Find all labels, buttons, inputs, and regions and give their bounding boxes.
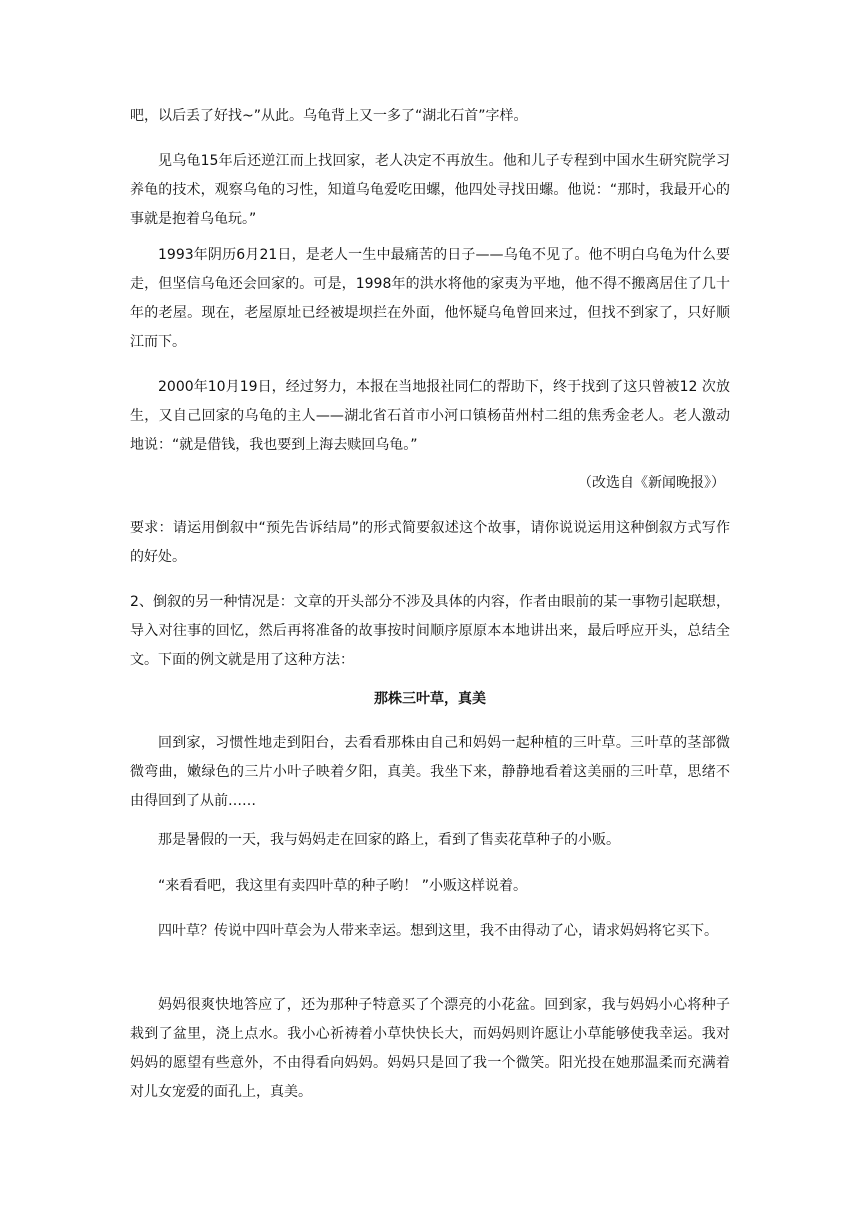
example-paragraph-4: 四叶草？传说中四叶草会为人带来幸运。想到这里，我不由得动了心，请求妈妈将它买下。 (158, 923, 718, 939)
paragraph-turtle-lost: 1993年阴历6月21日，是老人一生中最痛苦的日子——乌龟不见了。他不明白乌龟为什么要走，但坚信乌龟还会回家的。可是，1998年的洪水将他的家夷为平地，他不得不搬离居住了几十年的老屋。现在，老屋原址已经被堤坝拦在外面，他怀疑乌龟曾回来过，但找不到家了，只好顺江而下。 (130, 247, 730, 350)
section-2-intro: 2、倒叙的另一种情况是：文章的开头部分不涉及具体的内容，作者由眼前的某一事物引起联想，导入对往事的回忆，然后再将准备的故事按时间顺序原原本本地讲出来，最后呼应开头，总结全文。下面的例文就是用了这种方法： (130, 594, 730, 668)
example-paragraph-1: 回到家，习惯性地走到阳台，去看看那株由自己和妈妈一起种植的三叶草。三叶草的茎部微微弯曲，嫩绿色的三片小叶子映着夕阳，真美。我坐下来，静静地看着这美丽的三叶草，思绪不由得回到了从前…… (130, 735, 730, 809)
example-paragraph-5: 妈妈很爽快地答应了，还为那种子特意买了个漂亮的小花盆。回到家，我与妈妈小心将种子栽到了盆里，浇上点水。我小心祈祷着小草快快长大，而妈妈则许愿让小草能够使我幸运。我对妈妈的愿望有些意外，不由得看向妈妈。妈妈只是回了我一个微笑。阳光投在她那温柔而充满着对儿女宠爱的面孔上，真美。 (130, 997, 730, 1100)
paragraph-owner-found: 2000年10月19日，经过努力，本报在当地报社同仁的帮助下，终于找到了这只曾被12 次放生，又自己回家的乌龟的主人——湖北省石首市小河口镇杨苗州村二组的焦秀金老人。老人激动地说：“就是借钱，我也要到上海去赎回乌龟。” (130, 379, 730, 453)
paragraph-turtle-return: 见乌龟15年后还逆江而上找回家，老人决定不再放生。他和儿子专程到中国水生研究院学习养龟的技术，观察乌龟的习性，知道乌龟爱吃田螺，他四处寻找田螺。他说：“那时，我最开心的事就是抱着乌龟玩。” (130, 153, 730, 227)
paragraph-continuation: 吧，以后丢了好找~”从此。乌龟背上又一多了“湖北石首”字样。 (130, 108, 528, 124)
example-title: 那株三叶草，真美 (374, 691, 486, 707)
example-paragraph-2: 那是暑假的一天，我与妈妈走在回家的路上，看到了售卖花草种子的小贩。 (158, 832, 620, 848)
source-citation: （改选自《新闻晚报》） (578, 475, 725, 491)
example-paragraph-3: “来看看吧，我这里有卖四叶草的种子哟！ ”小贩这样说着。 (158, 878, 527, 894)
requirement-text: 要求：请运用倒叙中“预先告诉结局”的形式简要叙述这个故事，请你说说运用这种倒叙方式写作的好处。 (130, 520, 730, 565)
